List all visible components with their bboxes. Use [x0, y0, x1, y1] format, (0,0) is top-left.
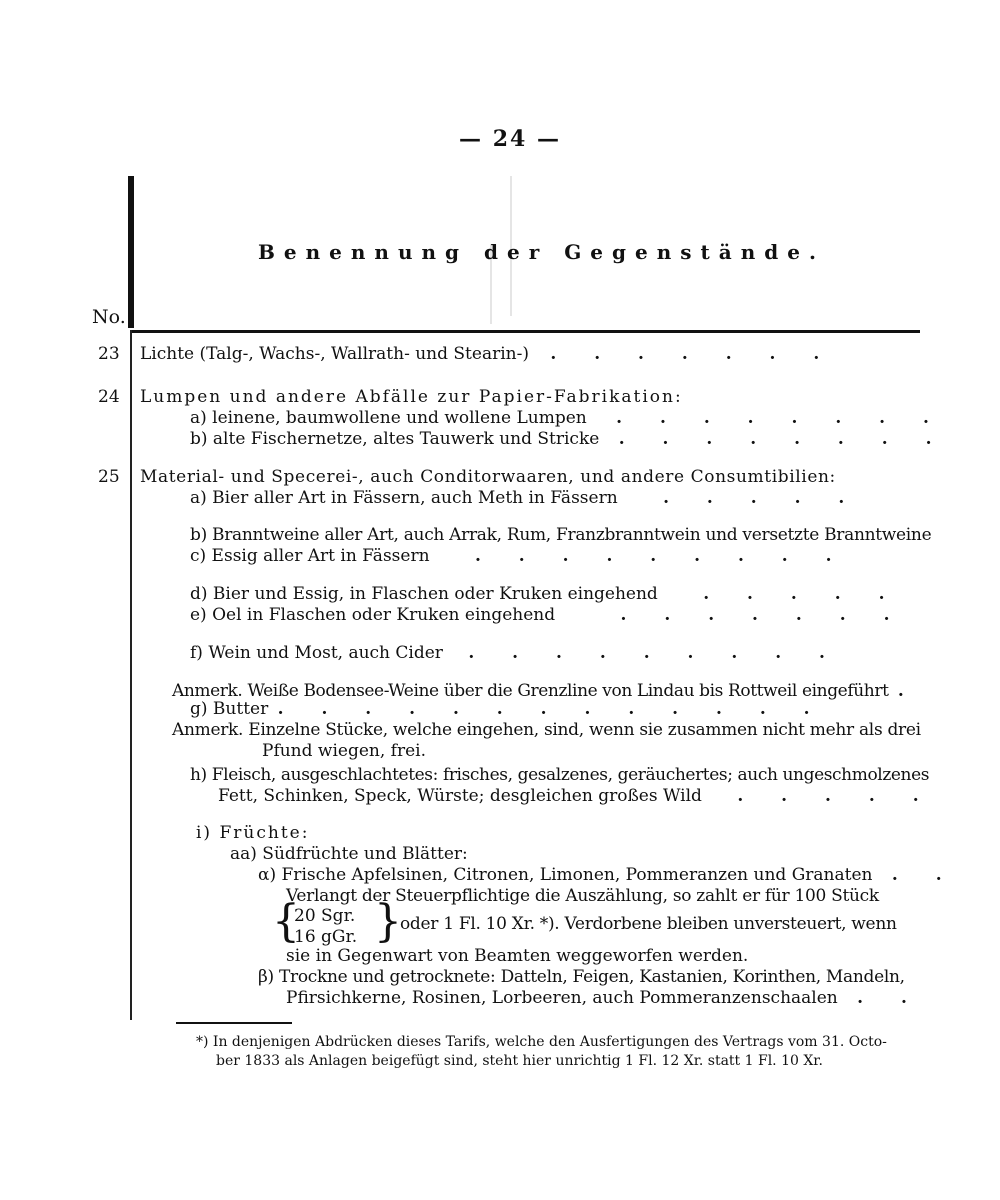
item-text: Pfirsichkerne, Rosinen, Lorbeeren, auch Pommeranzenschaalen — [286, 988, 838, 1008]
list-item — [190, 545, 848, 567]
leader-dots: . . . . . . . — [550, 344, 836, 364]
leader-dots: . . . . . . . . . — [468, 643, 841, 663]
footnote-divider — [176, 1022, 292, 1024]
leader-dots: . . . . . . . . — [618, 429, 948, 449]
row-number: 23 — [98, 344, 120, 364]
list-item — [190, 583, 901, 605]
item-text: Lumpen und andere Abfälle zur Papier-Fabrikation: — [140, 387, 683, 407]
row-number: 25 — [98, 467, 120, 487]
list-item — [140, 386, 683, 408]
item-text: a) leinene, baumwollene und wollene Lumpen — [190, 408, 587, 428]
item-text: Material- und Specerei-, auch Conditorwaaren, und andere Consumtibilien: — [140, 467, 836, 487]
item-text: a) Bier aller Art in Fässern, auch Meth in Fässern — [190, 488, 618, 508]
item-text: c) Essig aller Art in Fässern — [190, 546, 430, 566]
leader-dots: . — [897, 681, 920, 701]
footnote-line: ber 1833 als Anlagen beigefügt sind, steht hier unrichtig 1 Fl. 12 Xr. statt 1 Fl. 10 Xr. — [216, 1053, 823, 1069]
item-text: Verlangt der Steuerpflichtige die Auszählung, so zahlt er für 100 Stück — [286, 886, 879, 906]
list-item — [190, 524, 931, 546]
item-text: oder 1 Fl. 10 Xr. *). Verdorbene bleiben unversteuert, wenn — [400, 914, 897, 934]
leader-dots: . . — [857, 988, 923, 1008]
list-item — [286, 945, 748, 967]
list-item — [190, 642, 841, 664]
item-text: f) Wein und Most, auch Cider — [190, 643, 443, 663]
list-item — [190, 764, 929, 786]
right-brace: } — [374, 896, 402, 947]
leader-dots: . . . . . . . . — [616, 408, 945, 428]
leader-dots: . . . . . — [737, 786, 935, 806]
item-text: e) Oel in Flaschen oder Kruken eingehend — [190, 605, 556, 625]
item-text: Fett, Schinken, Speck, Würste; desgleichen großes Wild — [218, 786, 702, 806]
item-text: Pfund wiegen, frei. — [262, 741, 426, 761]
footnote-line: *) In denjenigen Abdrücken dieses Tarifs, welche den Ausfertigungen des Vertrags vom 31. Octo- — [196, 1034, 887, 1050]
item-text: α) Frische Apfelsinen, Citronen, Limonen, Pommeranzen und Granaten — [258, 865, 873, 885]
item-text: i) Früchte: — [196, 823, 310, 843]
list-item — [190, 604, 906, 626]
list-item — [140, 343, 835, 365]
list-item — [190, 487, 860, 509]
list-item — [262, 740, 426, 762]
item-text: g) Butter — [190, 699, 269, 719]
leader-dots: . . . . . . . — [620, 605, 906, 625]
item-text: Lichte (Talg-, Wachs-, Wallrath- und Stearin-) — [140, 344, 529, 364]
left-brace: { — [272, 896, 300, 947]
item-text: h) Fleisch, ausgeschlachtetes: frisches, gesalzenes, geräuchertes; auch ungeschmolzenes — [190, 765, 930, 785]
column-no-label: No. — [92, 306, 126, 328]
list-item — [196, 822, 309, 844]
list-item — [400, 913, 897, 935]
list-item — [190, 407, 945, 429]
list-item — [190, 698, 826, 720]
list-item — [218, 785, 935, 807]
list-item — [230, 843, 468, 865]
item-text: Anmerk. Einzelne Stücke, welche eingehen, sind, wenn sie zusammen nicht mehr als drei — [172, 720, 921, 740]
number-column-rule — [130, 330, 132, 1020]
list-item — [286, 987, 923, 1009]
list-item — [140, 466, 836, 488]
list-item — [258, 864, 958, 886]
header-divider — [130, 330, 920, 333]
leader-dots: . . . . . — [663, 488, 861, 508]
header-title: Benennung der Gegenstände. — [258, 240, 825, 264]
value-sgr: 20 Sgr. — [294, 906, 356, 926]
item-text: b) alte Fischernetze, altes Tauwerk und Stricke — [190, 429, 600, 449]
item-text: b) Branntweine aller Art, auch Arrak, Rum, Franzbranntwein und versetzte Branntweine — [190, 525, 932, 545]
list-item — [172, 719, 921, 741]
item-text: β) Trockne und getrocknete: Datteln, Feigen, Kastanien, Korinthen, Mandeln, — [258, 967, 905, 987]
leader-dots: . . . . . — [703, 584, 901, 604]
leader-dots: . . — [891, 865, 958, 885]
list-item — [258, 966, 905, 988]
value-ggr: 16 gGr. — [294, 927, 358, 947]
item-text: sie in Gegenwart von Beamten weggeworfen werden. — [286, 946, 749, 966]
item-text: aa) Südfrüchte und Blätter: — [230, 844, 468, 864]
header-column-rule — [128, 176, 134, 328]
page-number: — 24 — — [459, 126, 561, 152]
brace-values — [294, 906, 357, 948]
leader-dots: . . . . . . . . . . . . . — [277, 699, 826, 719]
list-item — [190, 428, 948, 450]
leader-dots: . . . . . . . . . — [474, 546, 848, 566]
row-number: 24 — [98, 387, 120, 407]
item-text: Anmerk. Weiße Bodensee-Weine über die Grenzline von Lindau bis Rottweil eingeführt — [172, 681, 889, 701]
item-text: d) Bier und Essig, in Flaschen oder Kruken eingehend — [190, 584, 658, 604]
